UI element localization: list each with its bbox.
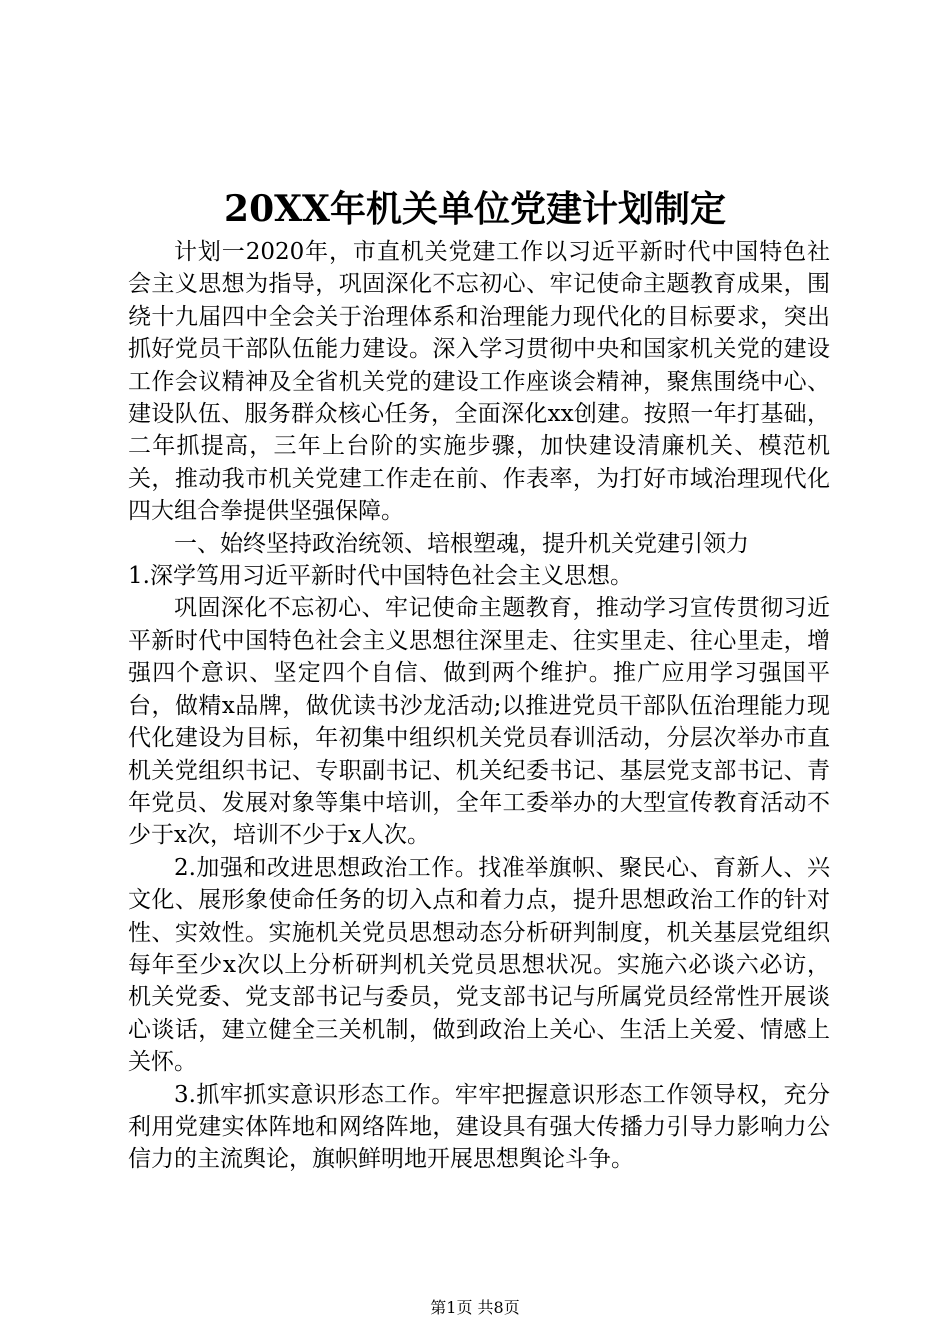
paragraph-ideological-work: 3.抓牢抓实意识形态工作。牢牢把握意识形态工作领导权，充分利用党建实体阵地和网络阵地，建设具有强大传播力引导力影响力公信力的主流舆论，旗帜鲜明地开展思想舆论斗争。 (128, 1081, 830, 1173)
document-body (128, 236, 830, 1176)
subsection-heading-1: 1.深学笃用习近平新时代中国特色社会主义思想。 (128, 563, 633, 590)
document-title: 20XX年机关单位党建计划制定 (224, 188, 726, 230)
paragraph-intro: 计划一2020年，市直机关党建工作以习近平新时代中国特色社会主义思想为指导，巩固深化不忘初心、牢记使命主题教育成果，围绕十九届四中全会关于治理体系和治理能力现代化的目标要求，突出抓好党员干部队伍能力建设。深入学习贯彻中央和国家机关党的建设工作会议精神及全省机关党的建设工作座谈会精神，聚焦围绕中心、建设队伍、服务群众核心任务，全面深化xx创建。按照一年打基础，二年抓提高，三年上台阶的实施步骤，加快建设清廉机关、模范机关，推动我市机关党建工作走在前、作表率，为打好市域治理现代化四大组合拳提供坚强保障。 (128, 239, 830, 525)
paragraph-study: 巩固深化不忘初心、牢记使命主题教育，推动学习宣传贯彻习近平新时代中国特色社会主义思想往深里走、往实里走、往心里走，增强四个意识、坚定四个自信、做到两个维护。推广应用学习强国平台，做精x品牌，做优读书沙龙活动;以推进党员干部队伍治理能力现代化建设为目标，年初集中组织机关党员春训活动，分层次举办市直机关党组织书记、专职副书记、机关纪委书记、基层党支部书记、青年党员、发展对象等集中培训，全年工委举办的大型宣传教育活动不少于x次，培训不少于x人次。 (128, 595, 830, 849)
section-heading-1: 一、始终坚持政治统领、培根塑魂，提升机关党建引领力 (174, 530, 749, 557)
page-footer: 第1页 共8页 (430, 1298, 520, 1317)
paragraph-ideology: 2.加强和改进思想政治工作。找准举旗帜、聚民心、育新人、兴文化、展形象使命任务的切入点和着力点，提升思想政治工作的针对性、实效性。实施机关党员思想动态分析研判制度，机关基层党组织每年至少x次以上分析研判机关党员思想状况。实施六必谈六必访，机关党委、党支部书记与委员，党支部书记与所属党员经常性开展谈心谈话，建立健全三关机制，做到政治上关心、生活上关爱、情感上关怀。 (128, 854, 830, 1076)
